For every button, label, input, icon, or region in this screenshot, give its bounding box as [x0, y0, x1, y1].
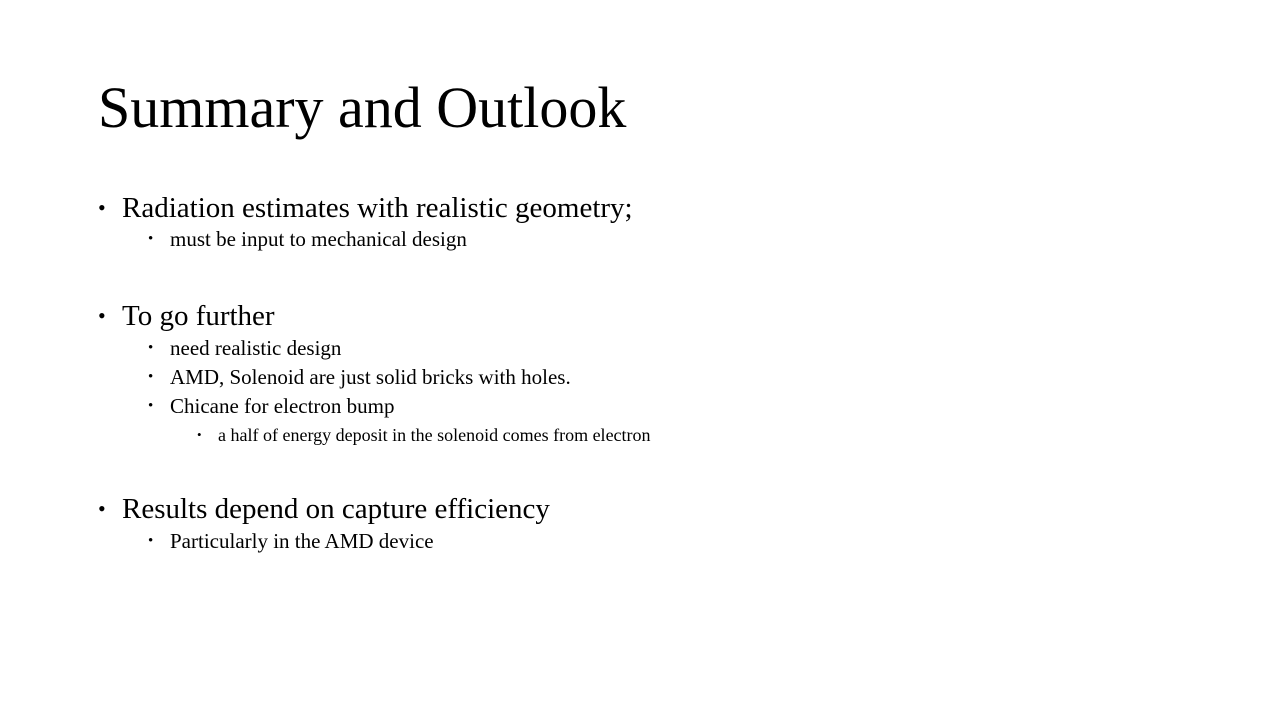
bullet-text: Results depend on capture efficiency [122, 493, 550, 525]
bullet-icon: • [148, 533, 154, 549]
bullet-icon: • [197, 427, 202, 442]
bullet-icon: • [98, 195, 106, 220]
bullet-text: must be input to mechanical design [170, 227, 467, 251]
sub-bullet-item [148, 226, 467, 252]
bullet-text: To go further [122, 300, 275, 332]
bullet-text: Radiation estimates with realistic geometry; [122, 192, 633, 224]
bullet-icon: • [98, 303, 106, 328]
bullet-icon: • [148, 369, 154, 385]
bullet-text: need realistic design [170, 336, 342, 360]
bullet-text: a half of energy deposit in the solenoid comes from electron [218, 425, 651, 445]
sub-bullet-item [148, 528, 434, 554]
bullet-item [98, 191, 633, 225]
sub-bullet-item [148, 335, 342, 361]
bullet-item [98, 492, 550, 526]
slide-title: Summary and Outlook [98, 75, 627, 140]
bullet-item [98, 299, 275, 333]
bullet-text: AMD, Solenoid are just solid bricks with holes. [170, 365, 571, 389]
bullet-icon: • [148, 398, 154, 414]
bullet-text: Chicane for electron bump [170, 394, 395, 418]
sub-sub-bullet-item [197, 424, 651, 446]
bullet-text: Particularly in the AMD device [170, 529, 434, 553]
sub-bullet-item [148, 393, 395, 419]
bullet-icon: • [98, 496, 106, 521]
sub-bullet-item [148, 364, 571, 390]
bullet-icon: • [148, 340, 154, 356]
bullet-icon: • [148, 231, 154, 247]
